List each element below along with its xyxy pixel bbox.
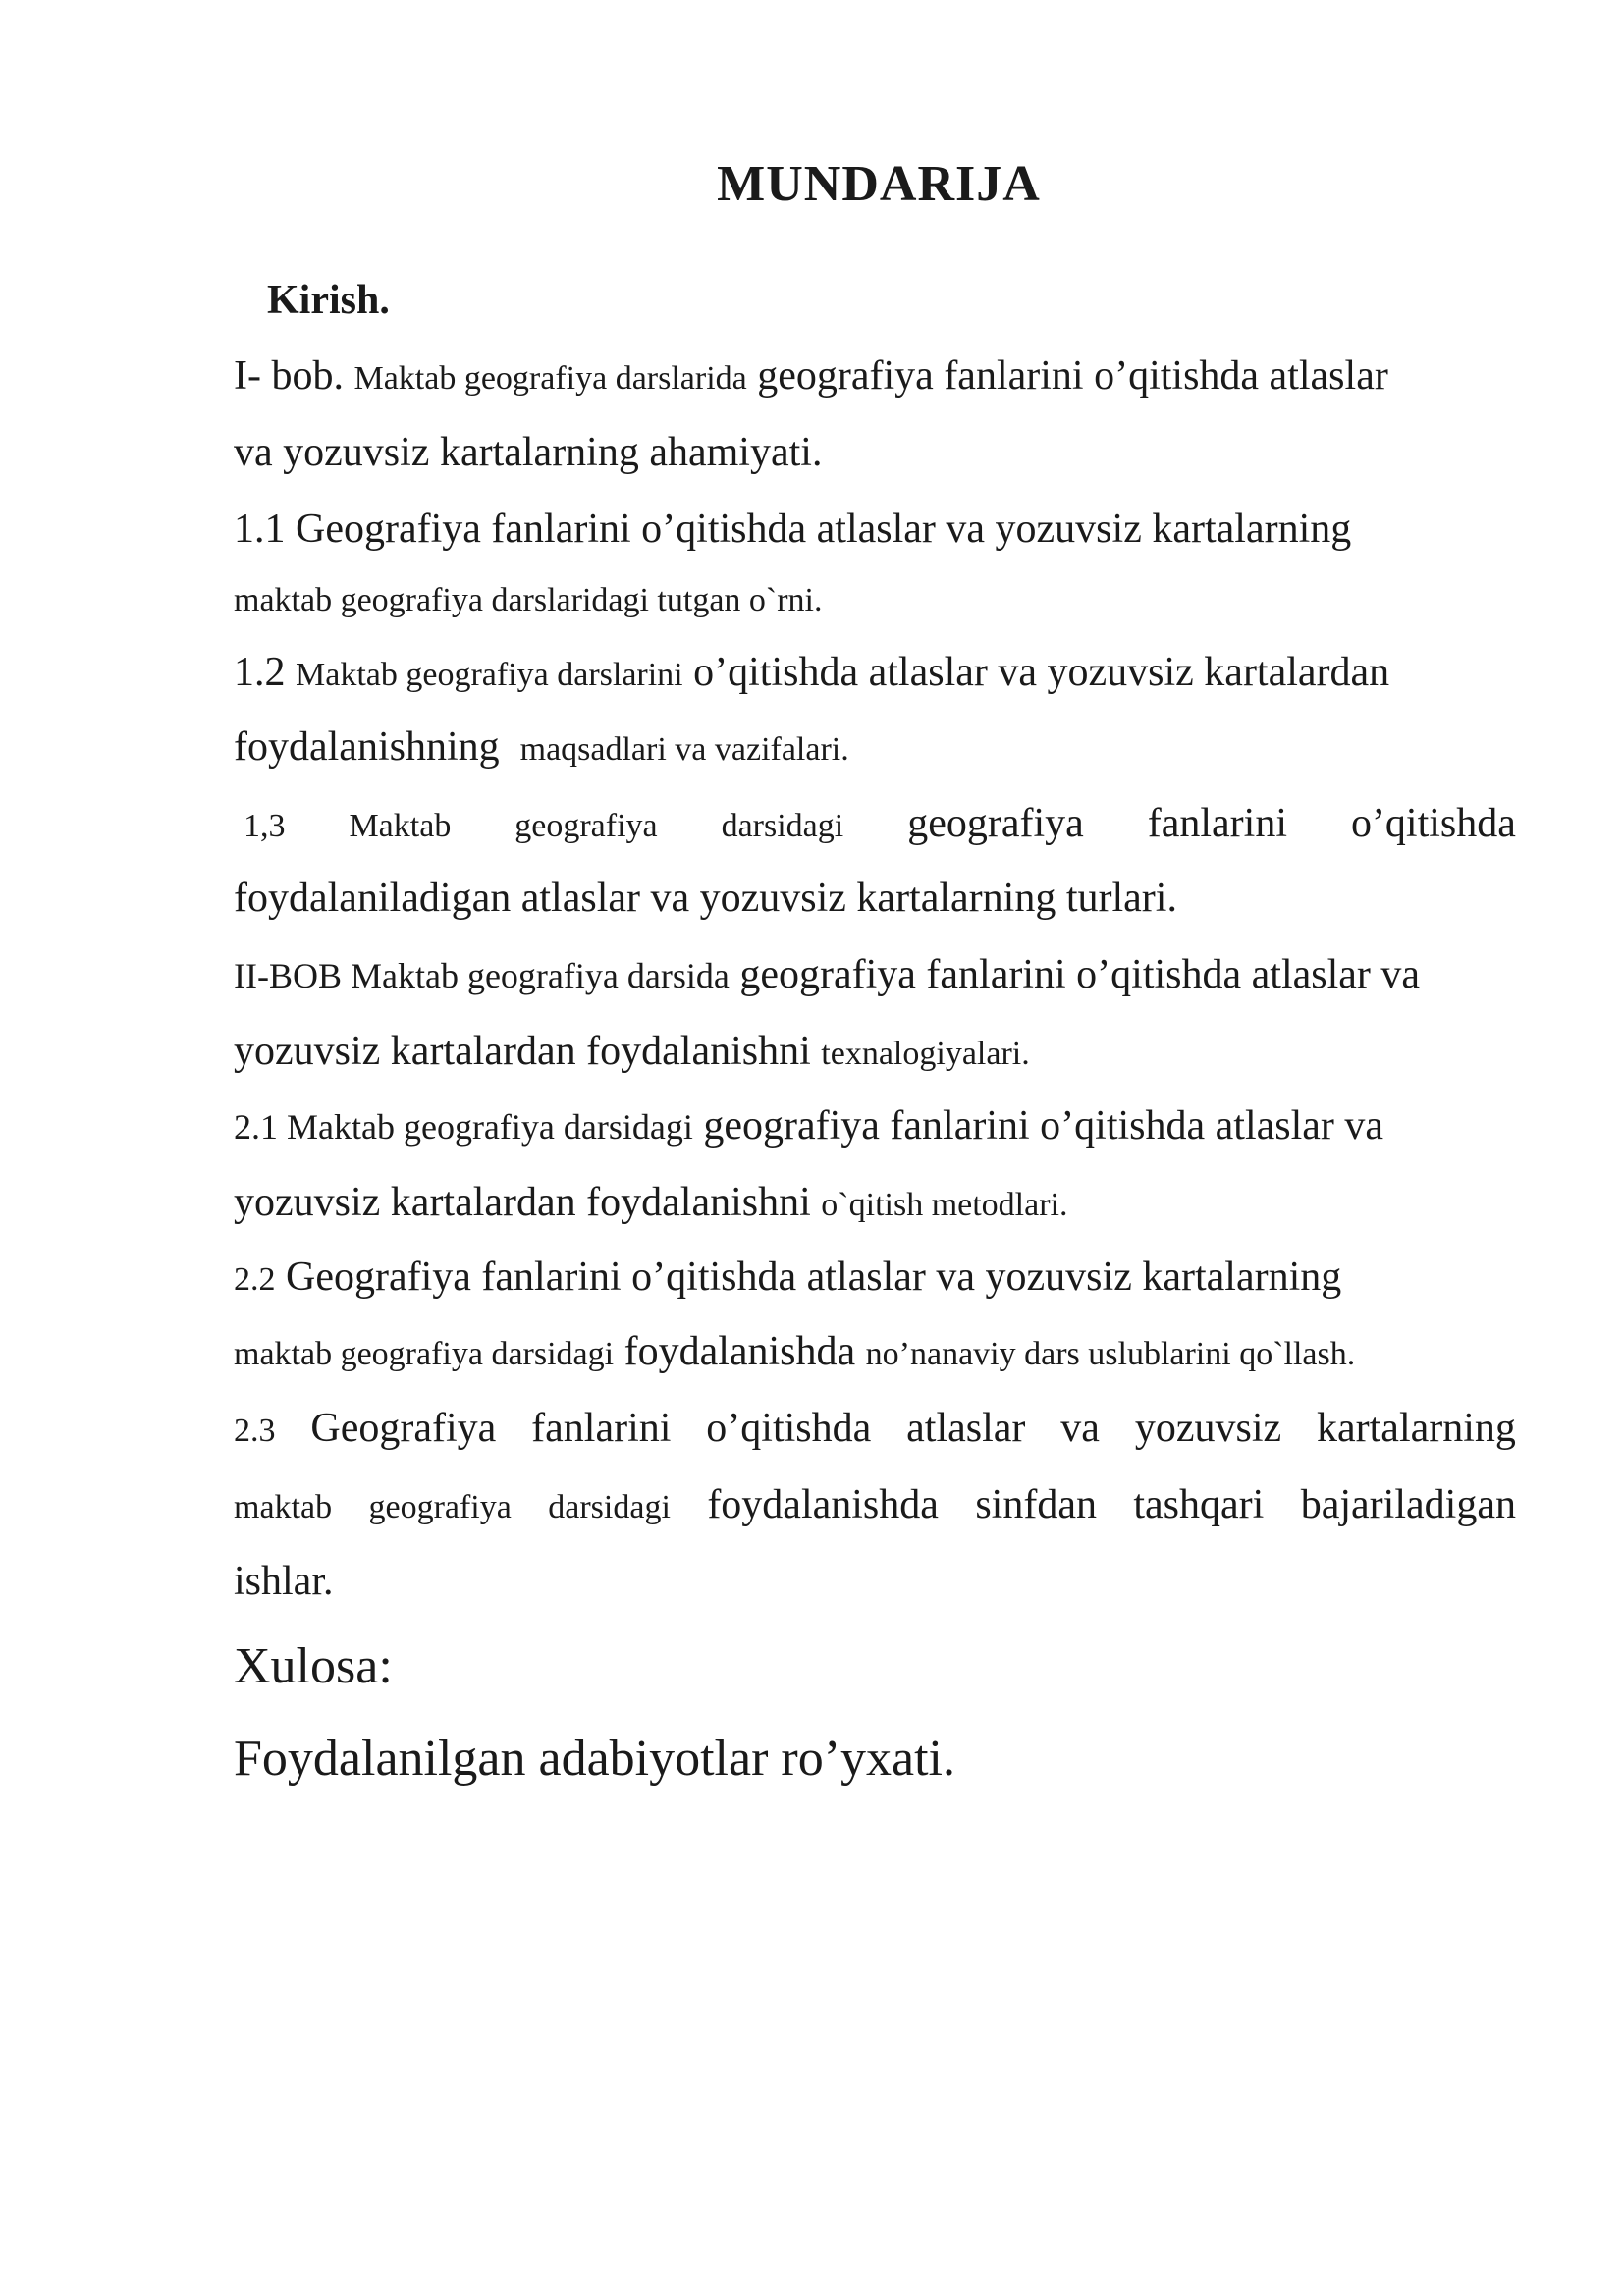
section-1-2-l2b: maqsadlari va vazifalari. bbox=[519, 731, 849, 768]
section-2-3-word: kartalarning bbox=[1317, 1406, 1516, 1451]
section-1-2-small: Maktab geografiya darslarini bbox=[296, 657, 683, 693]
section-2-3-word: o’qitishda bbox=[706, 1406, 872, 1451]
section-2-2-l2c: no’nanaviy dars uslublarini qo`llash. bbox=[865, 1336, 1356, 1372]
section-1-3-word: fanlarini bbox=[1147, 801, 1287, 846]
chapter-2-rest: geografiya fanlarini o’qitishda atlaslar va bbox=[739, 952, 1421, 997]
toc-chapter-2-line-1 bbox=[234, 954, 1420, 995]
chapter-2-l2b: texnalogiyalari. bbox=[821, 1036, 1030, 1072]
section-2-3-word: foydalanishda bbox=[707, 1482, 939, 1527]
section-1-3-word: geografiya bbox=[514, 808, 658, 844]
section-2-3-word: atlaslar bbox=[906, 1406, 1026, 1451]
chapter-1-rest: geografiya fanlarini o’qitishda atlaslar bbox=[757, 353, 1388, 399]
section-2-3-word: yozuvsiz bbox=[1134, 1406, 1282, 1451]
toc-section-1-1-line-1: 1.1 Geografiya fanlarini o’qitishda atlaslar va yozuvsiz kartalarning bbox=[234, 507, 1352, 552]
section-2-2-l2b: foydalanishda bbox=[623, 1329, 856, 1374]
chapter-2-l2a: yozuvsiz kartalardan foydalanishni bbox=[234, 1029, 811, 1074]
chapter-2-small: II-BOB Maktab geografiya darsida bbox=[234, 956, 730, 995]
toc-section-1-2-line-2 bbox=[234, 726, 849, 768]
section-2-1-rest: geografiya fanlarini o’qitishda atlaslar va bbox=[703, 1103, 1384, 1148]
section-2-1-small: 2.1 Maktab geografiya darsidagi bbox=[234, 1107, 693, 1147]
section-1-3-word: Maktab bbox=[349, 808, 452, 844]
toc-chapter-1-line-1 bbox=[234, 355, 1388, 397]
section-2-3-word: maktab bbox=[234, 1489, 333, 1525]
section-2-3-word: sinfdan bbox=[975, 1482, 1097, 1527]
toc-section-2-3-line-3: ishlar. bbox=[234, 1559, 334, 1604]
section-1-3-word: o’qitishda bbox=[1350, 801, 1516, 846]
section-2-3-word: tashqari bbox=[1133, 1482, 1265, 1527]
chapter-1-small: Maktab geografiya darslarida bbox=[353, 360, 747, 397]
section-2-3-word: geografiya bbox=[368, 1489, 512, 1525]
toc-chapter-2-line-2 bbox=[234, 1031, 1030, 1072]
section-1-2-num: 1.2 bbox=[234, 650, 286, 695]
toc-section-2-1-line-2 bbox=[234, 1182, 1067, 1223]
section-2-3-word: bajariladigan bbox=[1300, 1482, 1516, 1527]
section-2-3-word: Geografiya bbox=[310, 1406, 497, 1451]
section-1-3-word: 1,3 bbox=[244, 808, 286, 844]
toc-section-1-1-line-2: maktab geografiya darslaridagi tutgan o`rni. bbox=[234, 582, 823, 618]
section-1-3-word: geografiya bbox=[907, 801, 1084, 846]
section-2-1-l2a: yozuvsiz kartalardan foydalanishni bbox=[234, 1180, 811, 1225]
toc-section-1-3-line-1 bbox=[234, 803, 1516, 844]
toc-references: Foydalanilgan adabiyotlar ro’yxati. bbox=[234, 1731, 956, 1787]
toc-section-2-3-line-2 bbox=[234, 1484, 1516, 1525]
toc-chapter-1-line-2: va yozuvsiz kartalarning ahamiyati. bbox=[234, 430, 823, 475]
section-1-2-l2a: foydalanishning bbox=[234, 724, 500, 770]
page-title: MUNDARIJA bbox=[717, 156, 1041, 212]
section-2-2-l2a: maktab geografiya darsidagi bbox=[234, 1336, 615, 1372]
toc-conclusion: Xulosa: bbox=[234, 1638, 393, 1694]
toc-section-1-3-line-2: foydalaniladigan atlaslar va yozuvsiz kartalarning turlari. bbox=[234, 876, 1177, 921]
section-1-3-word: darsidagi bbox=[721, 808, 844, 844]
toc-section-2-1-line-1 bbox=[234, 1105, 1383, 1147]
toc-section-2-3-line-1 bbox=[234, 1408, 1516, 1449]
chapter-1-prefix: I- bob. bbox=[234, 353, 344, 399]
toc-section-1-2-line-1 bbox=[234, 652, 1389, 693]
section-2-2-rest: Geografiya fanlarini o’qitishda atlaslar va yozuvsiz kartalarning bbox=[286, 1255, 1342, 1300]
toc-section-2-2-line-1 bbox=[234, 1256, 1341, 1298]
section-2-3-word: fanlarini bbox=[531, 1406, 672, 1451]
section-2-3-word: 2.3 bbox=[234, 1413, 276, 1449]
section-2-1-l2b: o`qitish metodlari. bbox=[821, 1187, 1068, 1223]
section-2-3-word: va bbox=[1060, 1406, 1100, 1451]
section-1-2-rest: o’qitishda atlaslar va yozuvsiz kartalardan bbox=[693, 650, 1390, 695]
section-2-2-num: 2.2 bbox=[234, 1261, 276, 1298]
toc-section-2-2-line-2 bbox=[234, 1331, 1355, 1372]
section-2-3-word: darsidagi bbox=[548, 1489, 671, 1525]
toc-intro: Kirish. bbox=[267, 278, 390, 323]
